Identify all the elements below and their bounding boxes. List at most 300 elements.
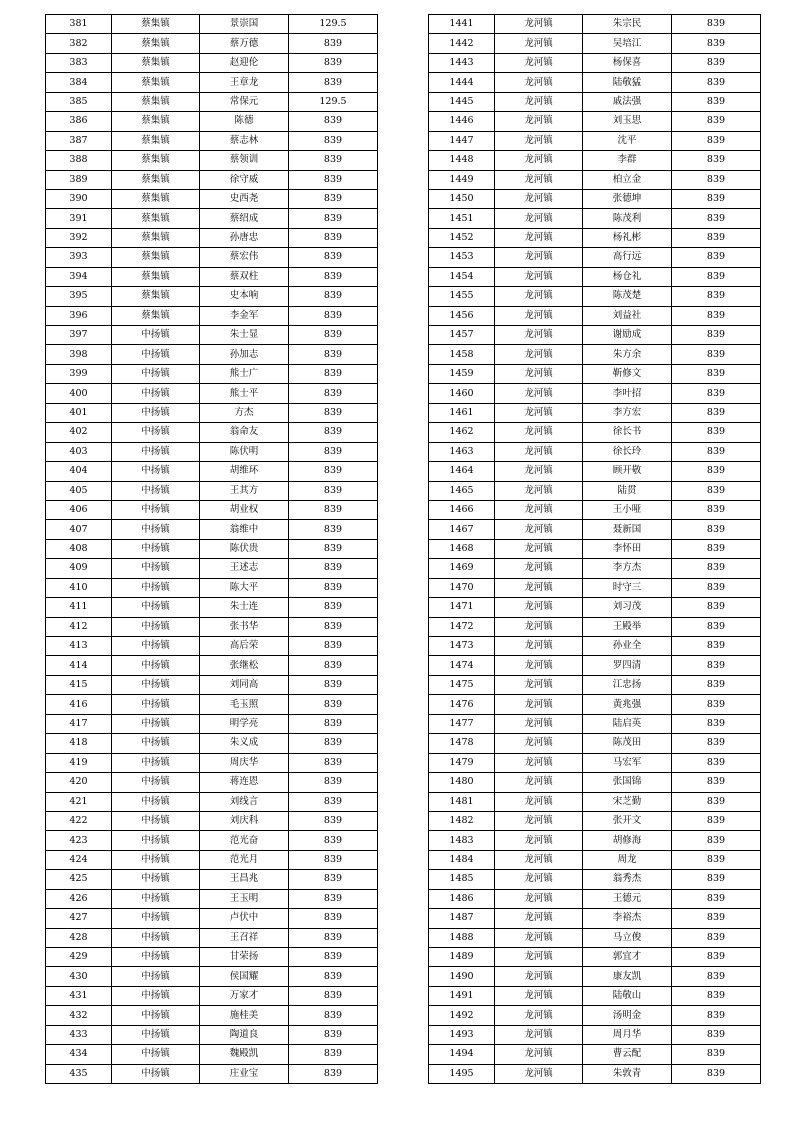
- amount-cell: 839: [672, 170, 761, 189]
- name-cell: 陆启英: [583, 714, 672, 733]
- table-row: [429, 656, 761, 675]
- town-cell: 龙河镇: [495, 189, 583, 208]
- town-cell: 中扬镇: [112, 909, 200, 928]
- table-row: [46, 967, 378, 986]
- table-row: [46, 209, 378, 228]
- table-row: [46, 1006, 378, 1025]
- amount-cell: 839: [672, 714, 761, 733]
- amount-cell: 839: [672, 986, 761, 1005]
- name-cell: 明学亮: [200, 714, 289, 733]
- amount-cell: 839: [289, 520, 378, 539]
- row-number-cell: 399: [46, 364, 112, 383]
- town-cell: 龙河镇: [495, 1045, 583, 1064]
- town-cell: 龙河镇: [495, 714, 583, 733]
- name-cell: 朱宗民: [583, 15, 672, 34]
- table-row: [429, 928, 761, 947]
- row-number-cell: 1466: [429, 500, 495, 519]
- amount-cell: 839: [672, 617, 761, 636]
- row-number-cell: 429: [46, 948, 112, 967]
- name-cell: 张开文: [583, 811, 672, 830]
- amount-cell: 839: [672, 734, 761, 753]
- row-number-cell: 1474: [429, 656, 495, 675]
- table-row: [46, 287, 378, 306]
- table-row: [429, 773, 761, 792]
- town-cell: 龙河镇: [495, 423, 583, 442]
- name-cell: 张国锦: [583, 773, 672, 792]
- table-row: [46, 326, 378, 345]
- table-row: [429, 131, 761, 150]
- row-number-cell: 1463: [429, 442, 495, 461]
- table-row: [429, 1025, 761, 1044]
- table-row: [429, 909, 761, 928]
- amount-cell: 839: [289, 559, 378, 578]
- amount-cell: 839: [672, 1045, 761, 1064]
- amount-cell: 839: [672, 811, 761, 830]
- amount-cell: 839: [289, 637, 378, 656]
- amount-cell: 839: [289, 442, 378, 461]
- town-cell: 中扬镇: [112, 831, 200, 850]
- table-row: [429, 753, 761, 772]
- name-cell: 熊士广: [200, 364, 289, 383]
- row-number-cell: 427: [46, 909, 112, 928]
- town-cell: 蔡集镇: [112, 92, 200, 111]
- table-row: [46, 306, 378, 325]
- table-row: [46, 909, 378, 928]
- town-cell: 龙河镇: [495, 928, 583, 947]
- row-number-cell: 1457: [429, 326, 495, 345]
- town-cell: 中扬镇: [112, 637, 200, 656]
- amount-cell: 839: [289, 267, 378, 286]
- town-cell: 龙河镇: [495, 403, 583, 422]
- table-row: [46, 248, 378, 267]
- row-number-cell: 1462: [429, 423, 495, 442]
- amount-cell: 839: [289, 326, 378, 345]
- amount-cell: 839: [289, 248, 378, 267]
- name-cell: 孙加志: [200, 345, 289, 364]
- town-cell: 龙河镇: [495, 1064, 583, 1083]
- town-cell: 龙河镇: [495, 948, 583, 967]
- amount-cell: 839: [672, 695, 761, 714]
- name-cell: 刘益社: [583, 306, 672, 325]
- amount-cell: 839: [289, 695, 378, 714]
- table-row: [429, 73, 761, 92]
- name-cell: 常保元: [200, 92, 289, 111]
- row-number-cell: 1488: [429, 928, 495, 947]
- name-cell: 毛玉照: [200, 695, 289, 714]
- amount-cell: 839: [289, 1064, 378, 1083]
- amount-cell: 839: [289, 539, 378, 558]
- name-cell: 史西尧: [200, 189, 289, 208]
- amount-cell: 839: [289, 34, 378, 53]
- amount-cell: 839: [289, 189, 378, 208]
- amount-cell: 839: [289, 617, 378, 636]
- name-cell: 陈大平: [200, 578, 289, 597]
- row-number-cell: 1492: [429, 1006, 495, 1025]
- name-cell: 陆敬山: [583, 986, 672, 1005]
- amount-cell: 839: [289, 850, 378, 869]
- table-row: [429, 15, 761, 34]
- name-cell: 时守三: [583, 578, 672, 597]
- name-cell: 王德元: [583, 889, 672, 908]
- row-number-cell: 1443: [429, 53, 495, 72]
- town-cell: 龙河镇: [495, 675, 583, 694]
- name-cell: 王昌兆: [200, 870, 289, 889]
- row-number-cell: 393: [46, 248, 112, 267]
- table-row: [46, 811, 378, 830]
- row-number-cell: 407: [46, 520, 112, 539]
- name-cell: 孙唐忠: [200, 228, 289, 247]
- amount-cell: 839: [289, 228, 378, 247]
- table-row: [46, 131, 378, 150]
- amount-cell: 839: [289, 753, 378, 772]
- town-cell: 龙河镇: [495, 209, 583, 228]
- table-row: [429, 228, 761, 247]
- amount-cell: 839: [672, 53, 761, 72]
- name-cell: 汤明金: [583, 1006, 672, 1025]
- town-cell: 龙河镇: [495, 753, 583, 772]
- name-cell: 万家才: [200, 986, 289, 1005]
- amount-cell: 839: [672, 423, 761, 442]
- name-cell: 蔡志林: [200, 131, 289, 150]
- table-row: [46, 15, 378, 34]
- row-number-cell: 1484: [429, 850, 495, 869]
- row-number-cell: 1454: [429, 267, 495, 286]
- name-cell: 蔡绍成: [200, 209, 289, 228]
- table-row: [46, 423, 378, 442]
- name-cell: 靳修文: [583, 364, 672, 383]
- name-cell: 王召祥: [200, 928, 289, 947]
- amount-cell: 839: [289, 423, 378, 442]
- town-cell: 龙河镇: [495, 811, 583, 830]
- town-cell: 中扬镇: [112, 559, 200, 578]
- amount-cell: 839: [289, 170, 378, 189]
- amount-cell: 839: [289, 967, 378, 986]
- town-cell: 龙河镇: [495, 73, 583, 92]
- row-number-cell: 1489: [429, 948, 495, 967]
- amount-cell: 839: [289, 481, 378, 500]
- amount-cell: 839: [672, 1006, 761, 1025]
- amount-cell: 839: [672, 889, 761, 908]
- amount-cell: 839: [289, 151, 378, 170]
- name-cell: 方杰: [200, 403, 289, 422]
- town-cell: 龙河镇: [495, 559, 583, 578]
- name-cell: 王玉明: [200, 889, 289, 908]
- town-cell: 龙河镇: [495, 695, 583, 714]
- table-row: [46, 714, 378, 733]
- town-cell: 龙河镇: [495, 92, 583, 111]
- town-cell: 龙河镇: [495, 384, 583, 403]
- table-row: [429, 967, 761, 986]
- row-number-cell: 416: [46, 695, 112, 714]
- row-number-cell: 424: [46, 850, 112, 869]
- row-number-cell: 391: [46, 209, 112, 228]
- name-cell: 朱义成: [200, 734, 289, 753]
- name-cell: 陈伏贵: [200, 539, 289, 558]
- table-row: [429, 520, 761, 539]
- row-number-cell: 381: [46, 15, 112, 34]
- name-cell: 张书华: [200, 617, 289, 636]
- name-cell: 周庆华: [200, 753, 289, 772]
- town-cell: 中扬镇: [112, 695, 200, 714]
- table-row: [46, 520, 378, 539]
- name-cell: 庄业宝: [200, 1064, 289, 1083]
- amount-cell: 839: [672, 248, 761, 267]
- row-number-cell: 411: [46, 598, 112, 617]
- town-cell: 中扬镇: [112, 773, 200, 792]
- amount-cell: 839: [672, 34, 761, 53]
- table-row: [429, 986, 761, 1005]
- row-number-cell: 1467: [429, 520, 495, 539]
- table-row: [46, 345, 378, 364]
- name-cell: 蔡领训: [200, 151, 289, 170]
- amount-cell: 839: [672, 403, 761, 422]
- name-cell: 翁秀杰: [583, 870, 672, 889]
- town-cell: 中扬镇: [112, 792, 200, 811]
- row-number-cell: 1442: [429, 34, 495, 53]
- name-cell: 陈茂利: [583, 209, 672, 228]
- row-number-cell: 394: [46, 267, 112, 286]
- town-cell: 龙河镇: [495, 870, 583, 889]
- table-row: [46, 753, 378, 772]
- name-cell: 黄兆强: [583, 695, 672, 714]
- name-cell: 吴培江: [583, 34, 672, 53]
- town-cell: 龙河镇: [495, 248, 583, 267]
- town-cell: 龙河镇: [495, 345, 583, 364]
- row-number-cell: 1473: [429, 637, 495, 656]
- town-cell: 蔡集镇: [112, 131, 200, 150]
- town-cell: 蔡集镇: [112, 151, 200, 170]
- row-number-cell: 1494: [429, 1045, 495, 1064]
- amount-cell: 839: [289, 714, 378, 733]
- row-number-cell: 1479: [429, 753, 495, 772]
- town-cell: 龙河镇: [495, 637, 583, 656]
- table-row: [429, 870, 761, 889]
- name-cell: 陆敬猛: [583, 73, 672, 92]
- town-cell: 中扬镇: [112, 500, 200, 519]
- name-cell: 李方杰: [583, 559, 672, 578]
- amount-cell: 839: [672, 831, 761, 850]
- amount-cell: 839: [672, 15, 761, 34]
- table-row: [429, 811, 761, 830]
- amount-cell: 839: [289, 306, 378, 325]
- row-number-cell: 425: [46, 870, 112, 889]
- row-number-cell: 1493: [429, 1025, 495, 1044]
- name-cell: 李怀田: [583, 539, 672, 558]
- row-number-cell: 1446: [429, 112, 495, 131]
- name-cell: 王小哑: [583, 500, 672, 519]
- table-row: [429, 617, 761, 636]
- table-row: [46, 462, 378, 481]
- amount-cell: 839: [672, 675, 761, 694]
- row-number-cell: 410: [46, 578, 112, 597]
- row-number-cell: 1461: [429, 403, 495, 422]
- town-cell: 龙河镇: [495, 850, 583, 869]
- table-row: [429, 326, 761, 345]
- name-cell: 徐长玲: [583, 442, 672, 461]
- amount-cell: 839: [672, 73, 761, 92]
- name-cell: 蔡万德: [200, 34, 289, 53]
- table-row: [429, 539, 761, 558]
- name-cell: 李叶招: [583, 384, 672, 403]
- row-number-cell: 423: [46, 831, 112, 850]
- name-cell: 周龙: [583, 850, 672, 869]
- row-number-cell: 435: [46, 1064, 112, 1083]
- name-cell: 杨礼彬: [583, 228, 672, 247]
- table-row: [46, 1025, 378, 1044]
- town-cell: 中扬镇: [112, 1045, 200, 1064]
- name-cell: 胡修海: [583, 831, 672, 850]
- row-number-cell: 384: [46, 73, 112, 92]
- row-number-cell: 426: [46, 889, 112, 908]
- town-cell: 中扬镇: [112, 967, 200, 986]
- table-row: [46, 792, 378, 811]
- name-cell: 徐守威: [200, 170, 289, 189]
- table-row: [429, 287, 761, 306]
- town-cell: 龙河镇: [495, 831, 583, 850]
- amount-cell: 839: [672, 345, 761, 364]
- name-cell: 翁命友: [200, 423, 289, 442]
- amount-cell: 839: [289, 656, 378, 675]
- table-row: [429, 559, 761, 578]
- town-cell: 龙河镇: [495, 462, 583, 481]
- town-cell: 中扬镇: [112, 889, 200, 908]
- town-cell: 蔡集镇: [112, 209, 200, 228]
- amount-cell: 839: [672, 267, 761, 286]
- amount-cell: 839: [672, 637, 761, 656]
- town-cell: 龙河镇: [495, 773, 583, 792]
- name-cell: 戚法强: [583, 92, 672, 111]
- name-cell: 施桂美: [200, 1006, 289, 1025]
- row-number-cell: 387: [46, 131, 112, 150]
- town-cell: 龙河镇: [495, 578, 583, 597]
- table-row: [429, 34, 761, 53]
- row-number-cell: 1486: [429, 889, 495, 908]
- town-cell: 中扬镇: [112, 753, 200, 772]
- table-row: [429, 598, 761, 617]
- amount-cell: 839: [672, 442, 761, 461]
- town-cell: 龙河镇: [495, 734, 583, 753]
- town-cell: 中扬镇: [112, 442, 200, 461]
- amount-cell: 839: [672, 364, 761, 383]
- town-cell: 龙河镇: [495, 792, 583, 811]
- row-number-cell: 414: [46, 656, 112, 675]
- table-row: [429, 364, 761, 383]
- row-number-cell: 431: [46, 986, 112, 1005]
- name-cell: 康友凯: [583, 967, 672, 986]
- amount-cell: 839: [672, 92, 761, 111]
- town-cell: 中扬镇: [112, 598, 200, 617]
- row-number-cell: 1481: [429, 792, 495, 811]
- row-number-cell: 383: [46, 53, 112, 72]
- name-cell: 朱士显: [200, 326, 289, 345]
- table-row: [429, 248, 761, 267]
- amount-cell: 839: [289, 53, 378, 72]
- name-cell: 陶道良: [200, 1025, 289, 1044]
- town-cell: 中扬镇: [112, 675, 200, 694]
- amount-cell: 839: [289, 986, 378, 1005]
- table-row: [46, 656, 378, 675]
- table-row: [46, 598, 378, 617]
- table-row: [429, 948, 761, 967]
- row-number-cell: 385: [46, 92, 112, 111]
- town-cell: 龙河镇: [495, 967, 583, 986]
- row-number-cell: 382: [46, 34, 112, 53]
- row-number-cell: 404: [46, 462, 112, 481]
- amount-cell: 839: [672, 559, 761, 578]
- amount-cell: 129.5: [289, 92, 378, 111]
- amount-cell: 839: [672, 481, 761, 500]
- amount-cell: 839: [672, 792, 761, 811]
- town-cell: 中扬镇: [112, 1064, 200, 1083]
- row-number-cell: 1441: [429, 15, 495, 34]
- town-cell: 龙河镇: [495, 889, 583, 908]
- town-cell: 龙河镇: [495, 539, 583, 558]
- row-number-cell: 408: [46, 539, 112, 558]
- amount-cell: 839: [672, 209, 761, 228]
- amount-cell: 839: [672, 306, 761, 325]
- table-row: [46, 403, 378, 422]
- amount-cell: 839: [672, 948, 761, 967]
- row-number-cell: 1487: [429, 909, 495, 928]
- name-cell: 陆贯: [583, 481, 672, 500]
- name-cell: 甘荣扬: [200, 948, 289, 967]
- amount-cell: 839: [672, 384, 761, 403]
- town-cell: 中扬镇: [112, 870, 200, 889]
- town-cell: 龙河镇: [495, 1006, 583, 1025]
- table-row: [429, 209, 761, 228]
- table-row: [429, 53, 761, 72]
- amount-cell: 839: [672, 287, 761, 306]
- amount-cell: 839: [289, 909, 378, 928]
- amount-cell: 839: [672, 520, 761, 539]
- amount-cell: 839: [672, 131, 761, 150]
- row-number-cell: 421: [46, 792, 112, 811]
- name-cell: 王殿举: [583, 617, 672, 636]
- name-cell: 刘玉思: [583, 112, 672, 131]
- row-number-cell: 390: [46, 189, 112, 208]
- table-row: [429, 442, 761, 461]
- table-row: [429, 714, 761, 733]
- name-cell: 李裕杰: [583, 909, 672, 928]
- town-cell: 中扬镇: [112, 734, 200, 753]
- table-row: [429, 384, 761, 403]
- amount-cell: 839: [289, 675, 378, 694]
- town-cell: 中扬镇: [112, 578, 200, 597]
- amount-cell: 839: [289, 598, 378, 617]
- amount-cell: 839: [672, 870, 761, 889]
- row-number-cell: 406: [46, 500, 112, 519]
- amount-cell: 839: [289, 1045, 378, 1064]
- amount-cell: 839: [289, 462, 378, 481]
- town-cell: 蔡集镇: [112, 15, 200, 34]
- table-row: [46, 773, 378, 792]
- name-cell: 王其方: [200, 481, 289, 500]
- name-cell: 马宏军: [583, 753, 672, 772]
- row-number-cell: 395: [46, 287, 112, 306]
- row-number-cell: 1477: [429, 714, 495, 733]
- amount-cell: 839: [672, 462, 761, 481]
- row-number-cell: 417: [46, 714, 112, 733]
- table-row: [429, 189, 761, 208]
- name-cell: 朱方余: [583, 345, 672, 364]
- table-row: [46, 442, 378, 461]
- town-cell: 龙河镇: [495, 520, 583, 539]
- amount-cell: 839: [672, 539, 761, 558]
- amount-cell: 839: [672, 189, 761, 208]
- name-cell: 周月华: [583, 1025, 672, 1044]
- row-number-cell: 1455: [429, 287, 495, 306]
- amount-cell: 839: [289, 811, 378, 830]
